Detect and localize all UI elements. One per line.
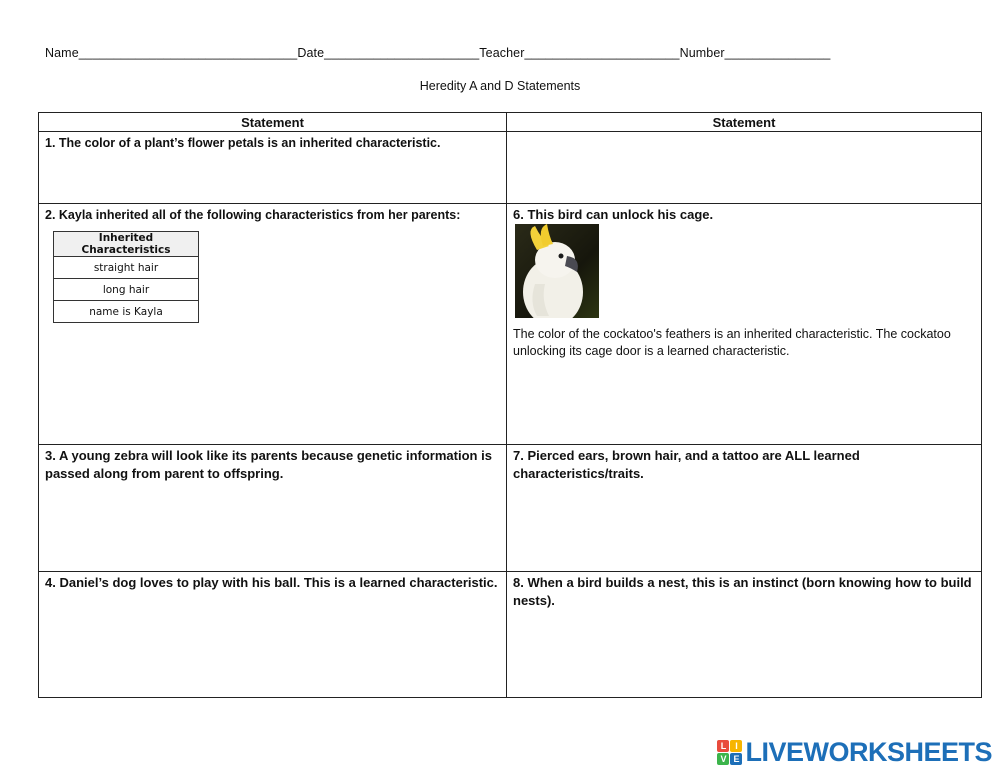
right-column-header: Statement: [507, 113, 981, 132]
statement-8[interactable]: [507, 572, 981, 697]
statements-table: [38, 112, 982, 698]
liveworksheets-logo: [717, 738, 992, 766]
logo-block: V: [717, 753, 729, 765]
logo-block: L: [717, 740, 729, 752]
statement-5[interactable]: [507, 132, 981, 203]
bird-caption: The color of the cockatoo's feathers is an inherited characteristic. The cockatoo unlocking its cage door is a learned characteristic.: [513, 327, 951, 358]
statement-3[interactable]: [39, 445, 506, 571]
inherited-item: long hair: [54, 279, 199, 301]
statement-2-text: 2. Kayla inherited all of the following characteristics from her parents:: [45, 208, 461, 222]
inherited-item: straight hair: [54, 257, 199, 279]
cockatoo-image: [515, 224, 599, 318]
statement-7[interactable]: [507, 445, 981, 571]
header-fields: Name_______________________________Date______________________Teacher______________________Number_______________: [45, 46, 831, 60]
statement-6-text: 6. This bird can unlock his cage.: [513, 207, 714, 222]
statement-1-text: 1. The color of a plant’s flower petals is an inherited characteristic.: [45, 136, 441, 150]
logo-block: I: [730, 740, 742, 752]
cockatoo-icon: [515, 224, 599, 318]
left-column-header: Statement: [39, 113, 506, 132]
inherited-item: name is Kayla: [54, 301, 199, 323]
statement-4[interactable]: [39, 572, 506, 697]
statement-1[interactable]: [39, 132, 506, 203]
statement-7-text: 7. Pierced ears, brown hair, and a tattoo are ALL learned characteristics/traits.: [513, 448, 860, 481]
statement-3-text: 3. A young zebra will look like its parents because genetic information is passed along from parent to offspring.: [45, 448, 492, 481]
statement-4-text: 4. Daniel’s dog loves to play with his ball. This is a learned characteristic.: [45, 575, 498, 590]
inherited-characteristics-table: [53, 231, 199, 323]
worksheet-title: Heredity A and D Statements: [419, 79, 581, 93]
inherited-header: Inherited Characteristics: [54, 232, 199, 257]
logo-blocks-icon: [717, 740, 742, 765]
logo-block: E: [730, 753, 742, 765]
logo-text: LIVEWORKSHEETS: [745, 736, 992, 767]
statement-8-text: 8. When a bird builds a nest, this is an instinct (born knowing how to build nests).: [513, 575, 972, 608]
